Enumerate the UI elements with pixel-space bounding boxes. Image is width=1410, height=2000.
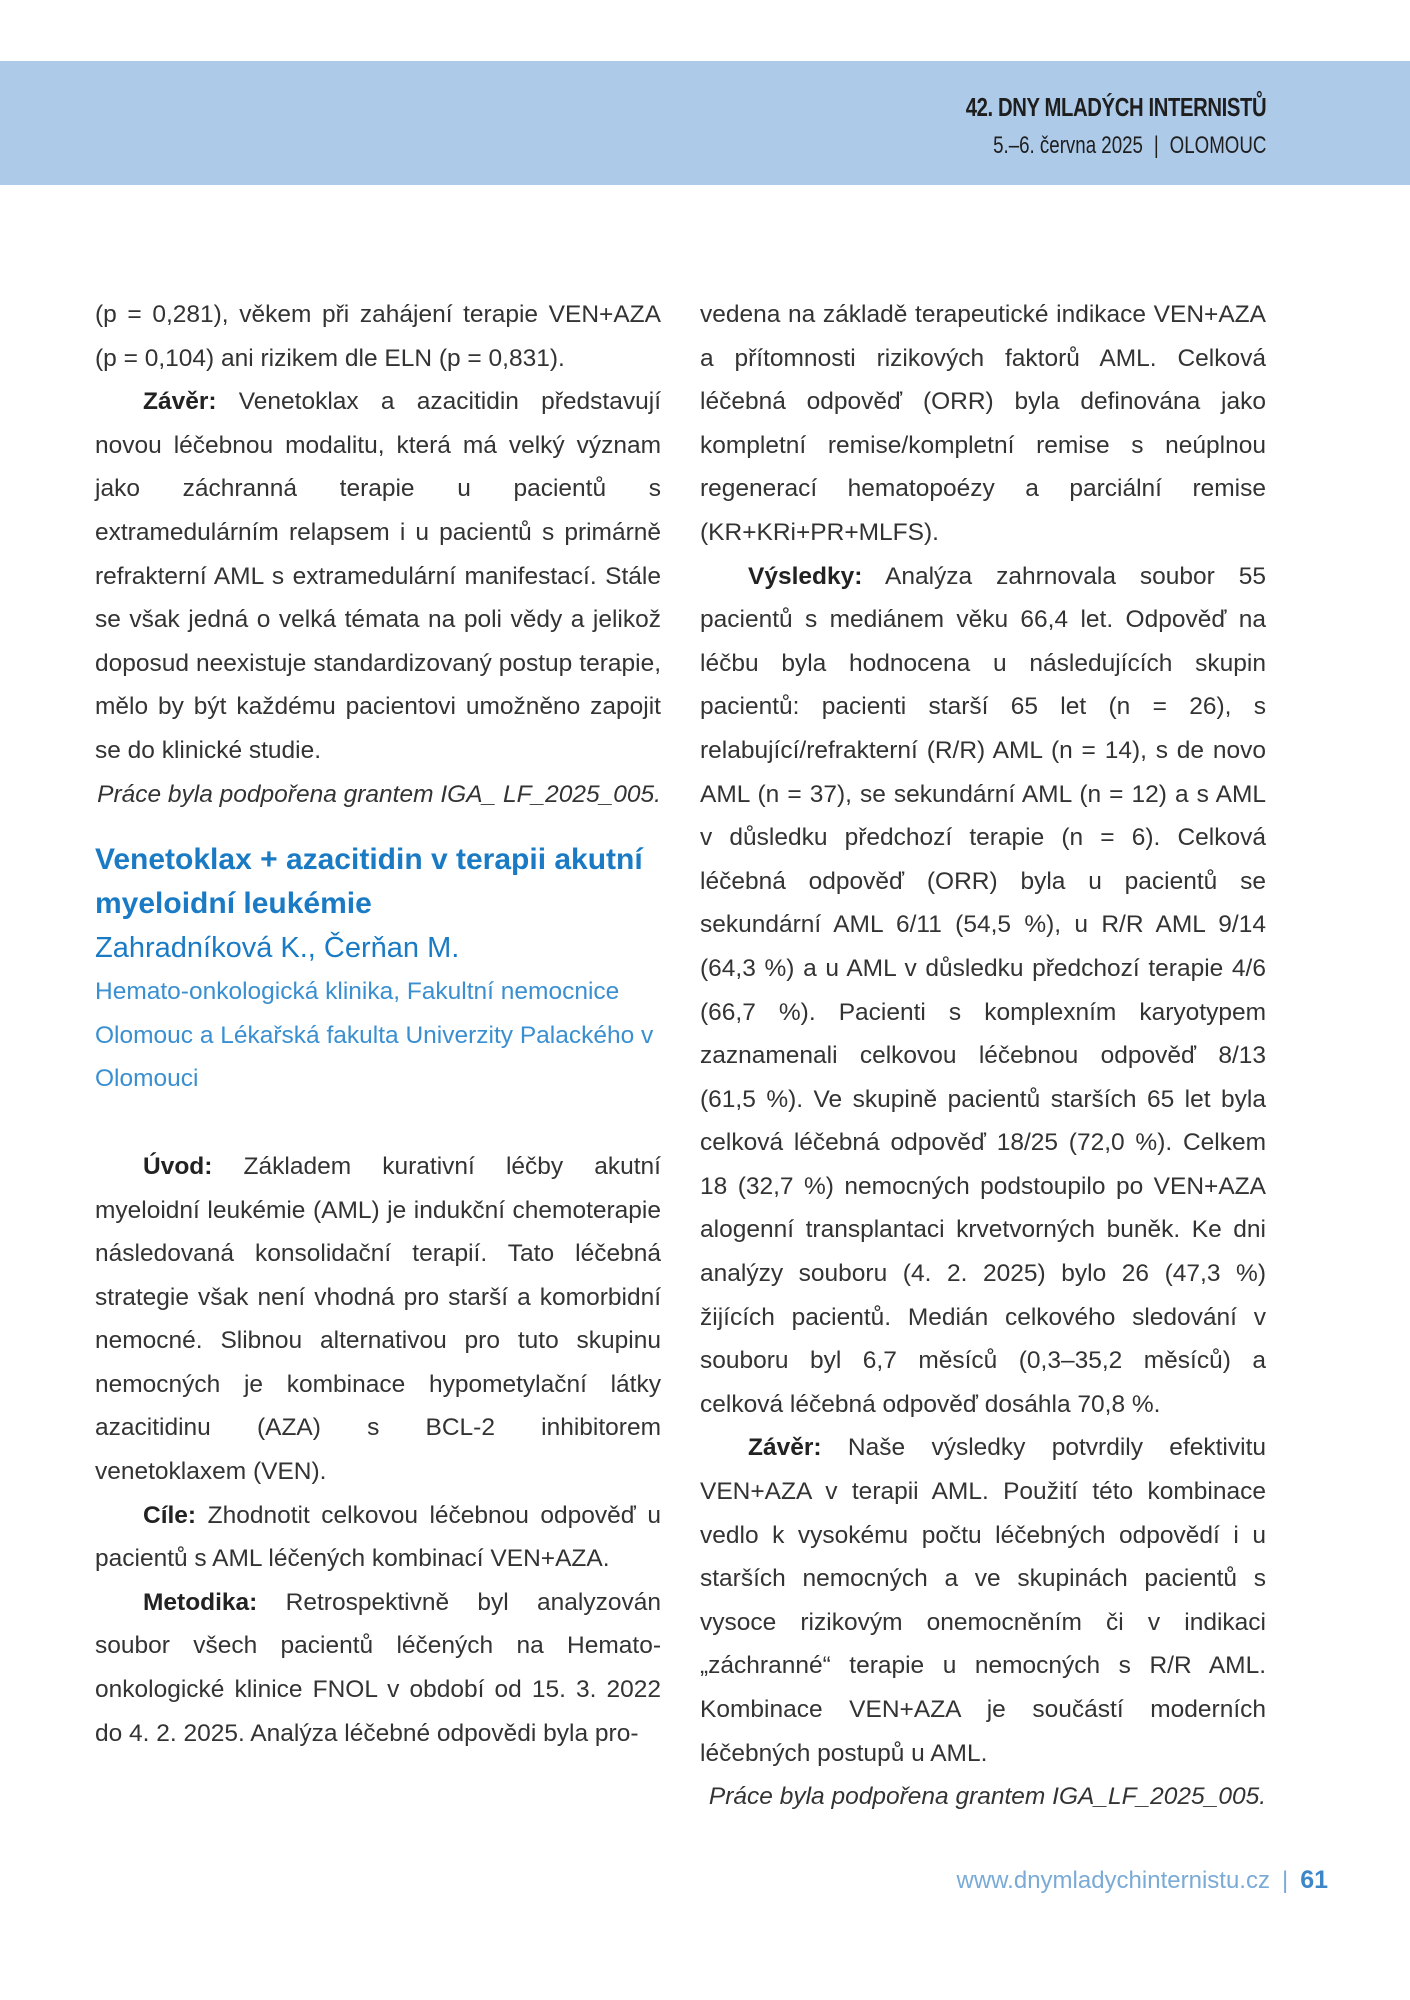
previous-conclusion-text: Venetoklax a azacitidin představují novou léčebnou modalitu, která má velký význam jako záchranná terapie u pacientů s extramedulárním relapsem i u pacientů s primárně refrakterní AML s extramedulární manifestací. Stále se však jedná o velká témata na poli vědy a jelikož doposud neexistuje standardizovaný postup terapie, mělo by být každému pacientovi umožněno zapojit se do klinické studie. [95, 388, 661, 764]
aims-text: Zhodnotit celkovou léčebnou odpověď u pacientů s AML léčených kombinací VEN+AZA. [95, 1501, 661, 1573]
article-affiliation: Hemato-onkologická klinika, Fakultní nemocnice Olomouc a Lékařská fakulta Univerzity Palackého v Olomouci [95, 978, 654, 1093]
methods-text: Retrospektivně byl analyzován soubor všech pacientů léčených na Hemato-onkologické klinice FNOL v období od 15. 3. 2022 do 4. 2. 2025. Analýza léčebné odpovědi byla pro- [95, 1588, 661, 1747]
previous-conclusion-label: Závěr: [143, 388, 217, 416]
left-column [95, 293, 661, 1755]
results-text: Analýza zahrnovala soubor 55 pacientů s mediánem věku 66,4 let. Odpověď na léčbu byla hodnocena u následujících skupin pacientů: pacienti starší 65 let (n = 26), s relabující/refrakterní (R/R) AML (n = 14), s de novo AML (n = 37), se sekundární AML (n = 12) a s AML v důsledku předchozí terapie (n = 6). Celková léčebná odpověď (ORR) byla u pacientů se sekundární AML 6/11 (54,5 %), u R/R AML 9/14 (64,3 %) a u AML v důsledku předchozí terapie 4/6 (66,7 %). Pacienti s komplexním karyotypem zaznamenali celkovou léčebnou odpověď 8/13 (61,5 %). Ve skupině pacientů starších 65 let byla celková léčebná odpověď 18/25 (72,0 %). Celkem 18 (32,7 %) nemocných podstoupilo po VEN+AZA alogenní transplantaci krvetvorných buněk. Ke dni analýzy souboru (4. 2. 2025) bylo 26 (47,3 %) žijících pacientů. Medián celkového sledování v souboru byl 6,7 měsíců (0,3–35,2 měsíců) a celková léčebná odpověď dosáhla 70,8 %. [700, 562, 1266, 1418]
header-separator: | [1153, 132, 1159, 159]
aims-label: Cíle: [143, 1501, 197, 1529]
methods-section [95, 1581, 661, 1755]
results-label: Výsledky: [748, 562, 863, 590]
methods-continuation: vedena na základě terapeutické indikace VEN+AZA a přítomnosti rizikových faktorů AML. Celková léčebná odpověď (ORR) byla definována jako kompletní remise/kompletní remise s neúplnou regenerací hematopoézy a parciální remise (KR+KRi+PR+MLFS). [700, 301, 1266, 546]
methods-label: Metodika: [143, 1588, 258, 1616]
grant-note: Práce byla podpořena grantem IGA_LF_2025_005. [708, 1783, 1266, 1811]
previous-conclusion [95, 380, 661, 772]
conference-subtitle [993, 132, 1266, 160]
right-column [700, 293, 1266, 1819]
conclusion-section [700, 1426, 1266, 1775]
previous-abstract-continuation: (p = 0,281), věkem při zahájení terapie VEN+AZA (p = 0,104) ani rizikem dle ELN (p = 0,831). [95, 301, 661, 372]
results-section [700, 555, 1266, 1427]
header-banner [0, 61, 1410, 185]
conference-title: 42. DNY MLADÝCH INTERNISTŮ [965, 92, 1266, 122]
previous-grant-note: Práce byla podpořena grantem IGA_ LF_2025_005. [97, 780, 661, 808]
footer-separator: | [1281, 1867, 1289, 1894]
intro-text: Základem kurativní léčby akutní myeloidní leukémie (AML) je indukční chemoterapie následovaná konsolidační terapií. Tato léčebná strategie však není vhodná pro starší a komorbidní nemocné. Slibnou alternativou pro tuto skupinu nemocných je kombinace hypometylační látky azacitidinu (AZA) s BCL-2 inhibitorem venetoklaxem (VEN). [95, 1152, 661, 1486]
conclusion-label: Závěr: [748, 1434, 822, 1462]
intro-section [95, 1145, 661, 1494]
article-title: Venetoklax + azacitidin v terapii akutní myeloidní leukémie [95, 843, 643, 921]
intro-label: Úvod: [143, 1152, 213, 1180]
page-number: 61 [1300, 1866, 1328, 1894]
article-authors: Zahradníková K., Čerňan M. [95, 932, 460, 965]
footer-url-link[interactable]: www.dnymladychinternistu.cz [956, 1867, 1270, 1894]
page-footer [957, 1866, 1329, 1895]
aims-section [95, 1494, 661, 1581]
conference-city: OLOMOUC [1169, 132, 1266, 159]
conclusion-text: Naše výsledky potvrdily efektivitu VEN+AZA v terapii AML. Použití této kombinace vedlo k vysokému počtu léčebných odpovědí i u starších nemocných a ve skupinách pacientů s vysoce rizikovým onemocněním či v indikaci „záchranné“ terapie u nemocných s R/R AML. Kombinace VEN+AZA je součástí moderních léčebných postupů u AML. [700, 1434, 1266, 1767]
spacer [95, 1101, 661, 1145]
conference-date: 5.–6. června 2025 [992, 132, 1143, 159]
